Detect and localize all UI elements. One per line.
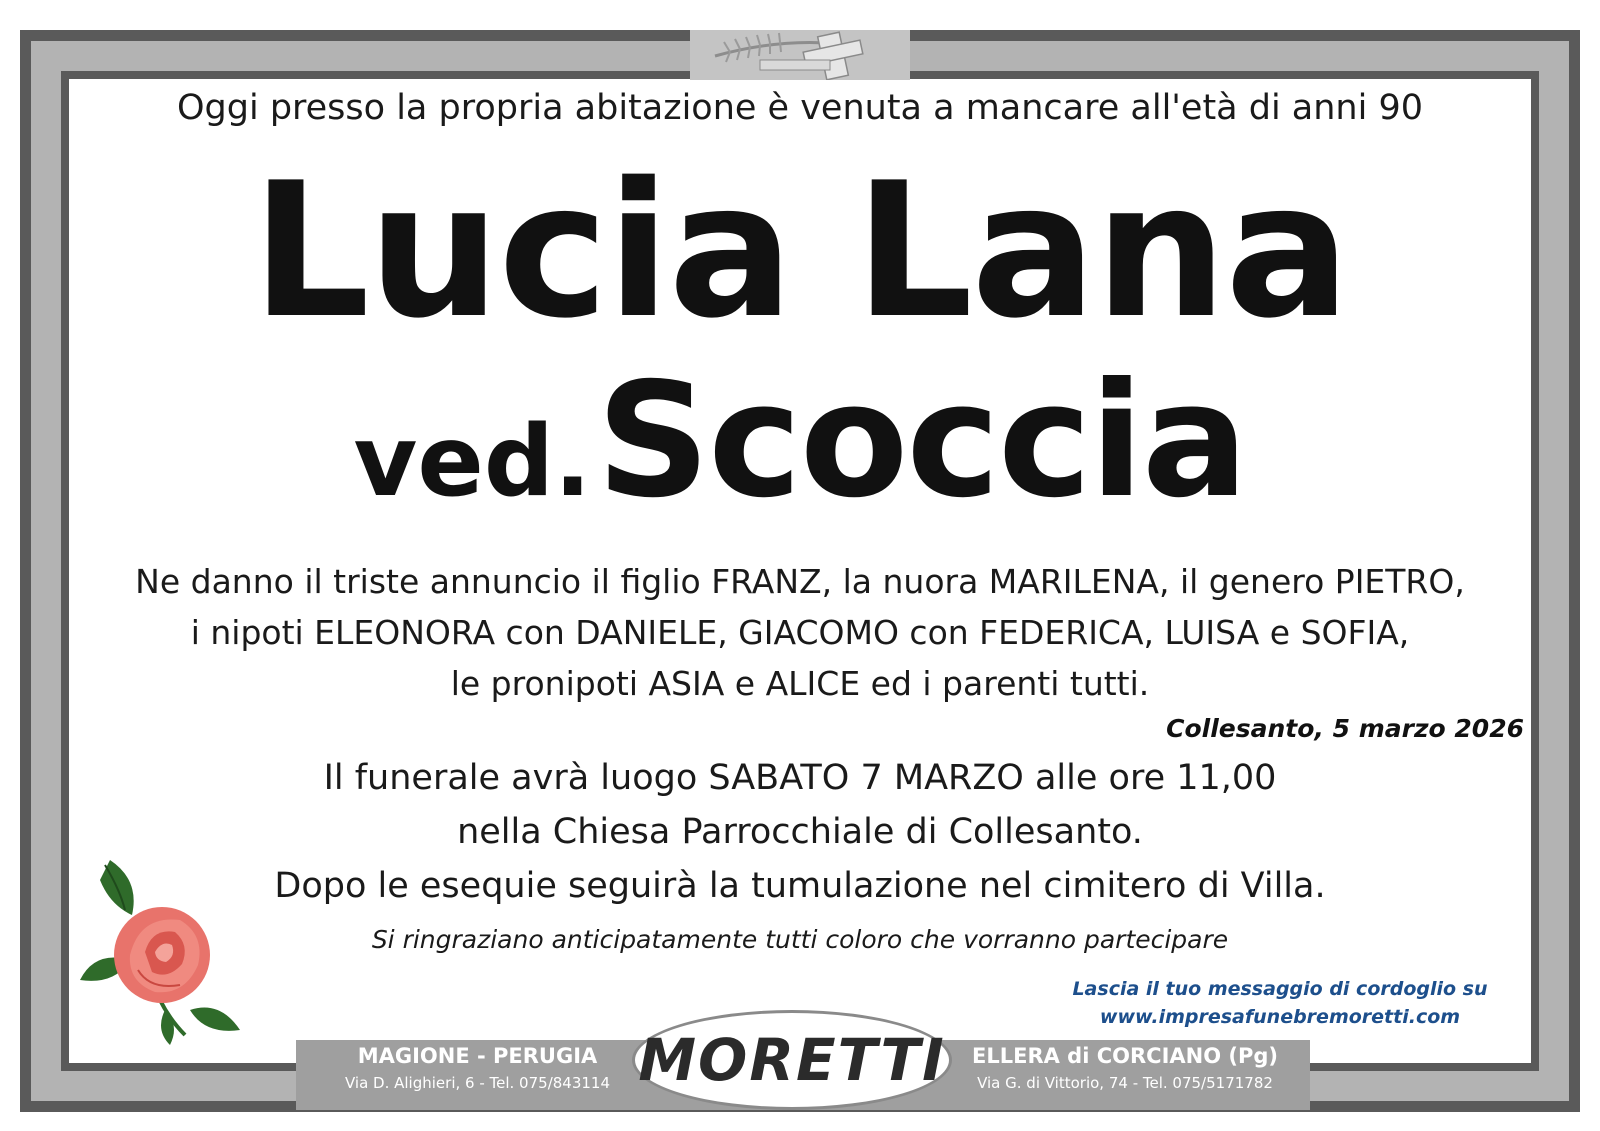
footer-right-city: ELLERA di CORCIANO (Pg): [972, 1044, 1278, 1068]
footer-right-address: Via G. di Vittorio, 74 - Tel. 075/5171782: [977, 1074, 1273, 1092]
family-line: i nipoti ELEONORA con DANIELE, GIACOMO con FEDERICA, LUISA e SOFIA,: [190, 613, 1410, 652]
family-line: le pronipoti ASIA e ALICE ed i parenti tutti.: [450, 664, 1150, 703]
brand-logo-text: MORETTI: [638, 1026, 946, 1094]
place-date: Collesanto, 5 marzo 2026: [1166, 714, 1524, 743]
thanks-text: Si ringraziano anticipatamente tutti coloro che vorranno partecipare: [371, 925, 1229, 954]
intro-text: Oggi presso la propria abitazione è venuta a mancare all'età di anni 90: [176, 88, 1424, 128]
deceased-surname-line: [0, 349, 1600, 533]
brand-logo: [632, 1010, 952, 1110]
widow-prefix: ved.: [353, 405, 592, 519]
family-line: Ne danno il triste annuncio il figlio FRANZ, la nuora MARILENA, il genero PIETRO,: [135, 562, 1465, 601]
funeral-line: nella Chiesa Parrocchiale di Collesanto.: [457, 812, 1143, 852]
footer-left-address: Via D. Alighieri, 6 - Tel. 075/843114: [344, 1074, 611, 1092]
condolence-link[interactable]: www.impresafunebremoretti.com: [1099, 1006, 1461, 1028]
rose-icon: [70, 860, 260, 1050]
funeral-line: Il funerale avrà luogo SABATO 7 MARZO alle ore 11,00: [323, 758, 1277, 798]
condolence-text: Lascia il tuo messaggio di cordoglio su: [1072, 978, 1488, 1000]
cross-and-palm-icon: [690, 30, 910, 80]
footer-left-city: MAGIONE - PERUGIA: [357, 1044, 598, 1068]
deceased-name: Lucia Lana: [251, 142, 1349, 359]
funeral-line: Dopo le esequie seguirà la tumulazione nel cimitero di Villa.: [274, 866, 1326, 906]
married-surname: Scoccia: [596, 349, 1247, 533]
